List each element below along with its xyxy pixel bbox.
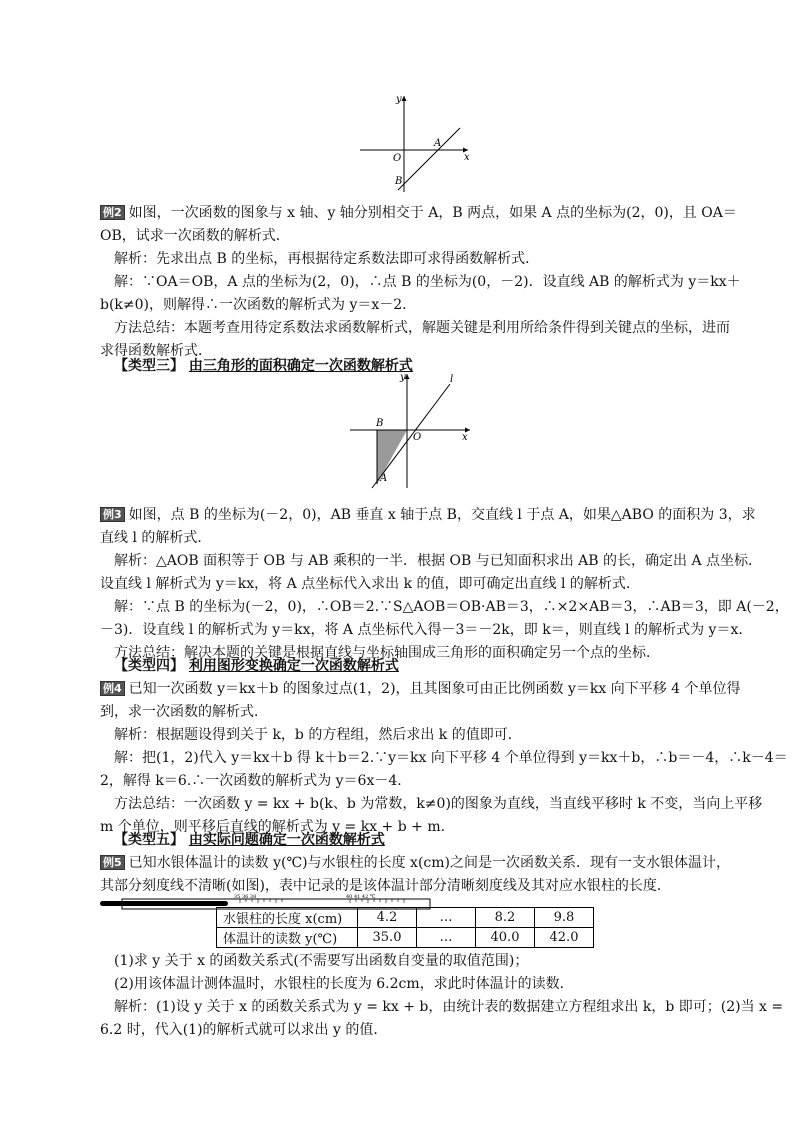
ex3-analysis-2: 设直线 l 解析式为 y＝kx，将 A 点坐标代入求出 k 的值，即可确定出直线 l 的解析式．	[100, 576, 640, 592]
fig1-y-label: y	[396, 94, 402, 105]
ex2-line-1: 例2 如图，一次函数的图象与 x 轴、y 轴分别相交于 A，B 两点，如果 A 点的坐标为(2，0)，且 OA＝	[100, 203, 730, 223]
fig2-b-label: B	[376, 418, 384, 429]
table-cell: 8.2	[476, 908, 535, 928]
type3-header: 【类型三】 由三角形的面积确定一次函数解析式	[114, 358, 413, 374]
table-cell: 水银柱的长度 x(cm)	[217, 908, 358, 928]
ex4-line-1: 例4 已知一次函数 y＝kx＋b 的图象过点(1，2)，且其图象可由正比例函数 y＝kx 向下平移 4 个单位得	[100, 679, 730, 699]
table-cell: 40.0	[476, 928, 535, 948]
ex5-line-1: 例5 已知水银体温计的读数 y(℃)与水银柱的长度 x(cm)之间是一次函数关系．现有一支水银体温计，	[100, 853, 730, 873]
ex4-solution-2: 2，解得 k＝6.∴一次函数的解析式为 y＝6x－4.	[100, 773, 402, 789]
ex4-solution-1: 解：把(1，2)代入 y＝kx＋b 得 k＋b＝2.∵y＝kx 向下平移 4 个单位得到 y＝kx＋b，∴b＝－4，∴k－4＝	[114, 750, 788, 766]
type4-title: 利用图形变换确定一次函数解析式	[188, 658, 399, 674]
fig1-x-label: x	[464, 152, 470, 163]
ex5-analysis-1: 解析：(1)设 y 关于 x 的函数关系式为 y = kx + b，由统计表的数据建立方程组求出 k，b 即可；(2)当 x =	[114, 999, 784, 1015]
fig2-a-label: A	[380, 473, 388, 484]
type3-title: 由三角形的面积确定一次函数解析式	[188, 358, 413, 374]
fig2-o-label: O	[413, 432, 422, 443]
ex2-line-2: OB，试求一次函数的解析式．	[100, 228, 290, 244]
ex3-line-1: 例3 如图，点 B 的坐标为(－2，0)，AB 垂直 x 轴于点 B，交直线 l 于点 A，如果△ABO 的面积为 3，求	[100, 505, 730, 525]
fig1-b-label: B	[395, 176, 403, 187]
ex4-tag: 例4	[100, 681, 125, 696]
table-cell: 35.0	[358, 928, 417, 948]
fig2-l-label: l	[450, 374, 454, 385]
fig2-y-label: y	[400, 372, 406, 383]
ex3-summary: 方法总结：解决本题的关键是根据直线与坐标轴围成三角形的面积确定另一个点的坐标．	[114, 645, 660, 661]
type4-header: 【类型四】 利用图形变换确定一次函数解析式	[114, 658, 399, 674]
fig1-a-label: A	[434, 138, 442, 149]
table-cell: 42.0	[535, 928, 594, 948]
table-cell: …	[417, 928, 476, 948]
ex2-summary-1: 方法总结：本题考查用待定系数法求函数解析式，解题关键是利用所给条件得到关键点的坐标，进而	[114, 320, 730, 336]
table-row	[217, 908, 594, 928]
ex2-solution-2: b(k≠0)，则解得∴一次函数的解析式为 y＝x－2．	[100, 297, 417, 313]
ex4-summary-2: m 个单位，则平移后直线的解析式为 y = kx + b + m.	[100, 819, 446, 835]
ex4-summary-1: 方法总结：一次函数 y = kx + b(k、b 为常数，k≠0)的图象为直线，当直线平移时 k 不变，当向上平移	[114, 796, 763, 812]
fig2-x-label: x	[462, 432, 468, 443]
thermo-right-ticks: 40 41 42 ℃	[346, 894, 376, 900]
ex3-solution-2: －3)．设直线 l 的解析式为 y＝kx，将 A 点坐标代入得－3＝－2k，即 k＝，则直线 l 的解析式为 y＝x．	[100, 622, 753, 638]
ex3-tag: 例3	[100, 507, 125, 522]
type5-header: 【类型五】 由实际问题确定一次函数解析式	[114, 832, 385, 848]
ex5-question-2: (2)用该体温计测体温时，水银柱的长度为 6.2cm，求此时体温计的读数．	[114, 976, 574, 992]
table-cell: 4.2	[358, 908, 417, 928]
ex5-analysis-2: 6.2 时，代入(1)的解析式就可以求出 y 的值．	[100, 1022, 388, 1038]
table-cell: 体温计的读数 y(℃)	[217, 928, 358, 948]
table-row	[217, 928, 594, 948]
ex5-question-1: (1)求 y 关于 x 的函数关系式(不需要写出函数自变量的取值范围)；	[114, 953, 529, 969]
ex3-line-2: 直线 l 的解析式．	[100, 530, 212, 546]
table-cell: 9.8	[535, 908, 594, 928]
ex2-tag: 例2	[100, 205, 125, 220]
ex2-solution-1: 解：∵OA＝OB，A 点的坐标为(2，0)，∴点 B 的坐标为(0，－2)．设直线 AB 的解析式为 y＝kx＋	[114, 274, 741, 290]
data-table	[216, 907, 594, 948]
fig1-o-label: O	[393, 153, 402, 164]
ex4-line-2: 到，求一次函数的解析式．	[100, 704, 268, 720]
ex2-summary-2: 求得函数解析式．	[100, 343, 212, 359]
type5-title: 由实际问题确定一次函数解析式	[188, 832, 385, 848]
ex2-analysis: 解析：先求出点 B 的坐标，再根据待定系数法即可求得函数解析式．	[114, 251, 540, 267]
ex5-line-2: 其部分刻度线不清晰(如图)，表中记录的是该体温计部分清晰刻度线及其对应水银柱的长度．	[100, 878, 671, 894]
ex5-tag: 例5	[100, 855, 125, 870]
figure-triangle-abo	[350, 370, 480, 490]
ex4-analysis: 解析：根据题设得到关于 k，b 的方程组，然后求出 k 的值即可．	[114, 727, 522, 743]
figure-line-ab	[360, 92, 480, 192]
thermo-left-ticks: 35 36 38	[234, 894, 257, 900]
ex3-solution-1: 解：∵点 B 的坐标为(－2，0)，∴OB＝2.∵S△AOB＝OB·AB＝3，∴×2×AB＝3，∴AB＝3，即 A(－2，	[114, 599, 789, 615]
table-cell: …	[417, 908, 476, 928]
ex3-analysis-1: 解析：△AOB 面积等于 OB 与 AB 乘积的一半．根据 OB 与已知面积求出 AB 的长，确定出 A 点坐标．	[114, 553, 763, 569]
